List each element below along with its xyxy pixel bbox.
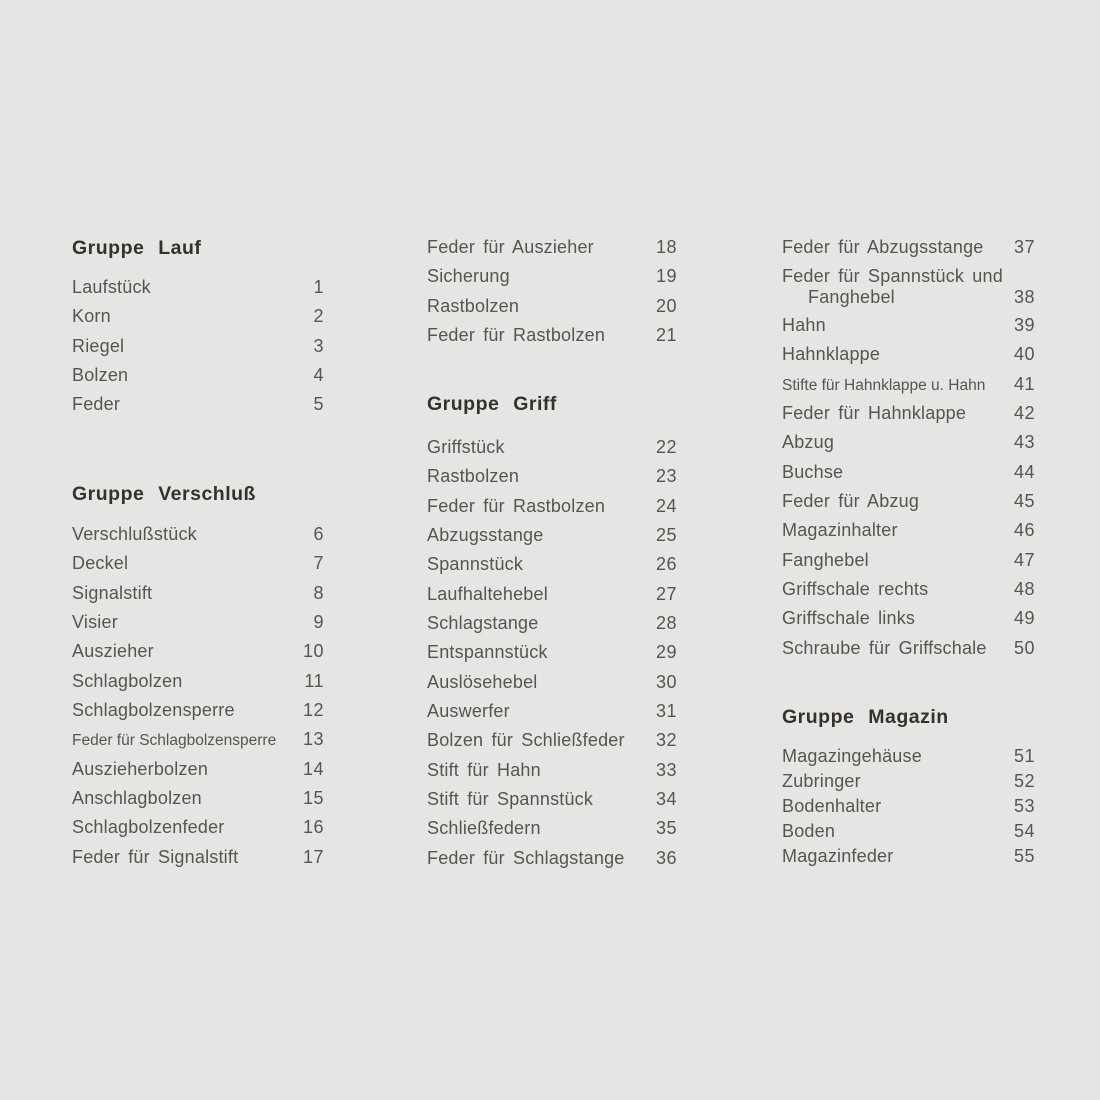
parts-row: [782, 638, 1035, 667]
part-number: 53: [1013, 796, 1035, 816]
part-label: Schließfedern: [427, 818, 541, 839]
parts-row: [782, 796, 1035, 821]
part-label: Fanghebel: [782, 549, 869, 570]
part-label: Abzug: [782, 432, 835, 453]
part-label: Feder für Rastbolzen: [427, 325, 606, 346]
part-label: Feder für Auszieher: [427, 237, 594, 257]
part-number: 49: [1013, 608, 1035, 629]
part-number: 54: [1013, 821, 1035, 841]
part-number: 39: [1013, 315, 1035, 335]
parts-row: [72, 612, 324, 641]
part-label: Bolzen für Schließfeder: [427, 730, 625, 751]
parts-row: [72, 817, 324, 846]
parts-row: [782, 579, 1035, 608]
parts-row: [72, 847, 324, 876]
part-label-line2: Fanghebel: [808, 286, 895, 307]
part-label: Schlagbolzensperre: [72, 700, 235, 721]
part-label: Riegel: [72, 335, 125, 356]
parts-row: [782, 287, 1035, 316]
parts-row: [782, 746, 1035, 771]
part-number: 17: [302, 846, 324, 867]
parts-row: [72, 700, 324, 729]
part-number: 41: [1013, 373, 1035, 394]
parts-row: [782, 771, 1035, 796]
part-number: 52: [1013, 771, 1035, 791]
parts-row: [72, 394, 324, 423]
parts-row: [427, 672, 677, 701]
parts-row: [72, 365, 324, 394]
parts-row: [72, 583, 324, 612]
parts-row: [427, 237, 677, 266]
part-label: Hahn: [782, 315, 826, 335]
parts-row: [427, 848, 677, 877]
parts-row: [72, 306, 324, 335]
parts-row: [782, 491, 1035, 520]
part-label: Auszieher: [72, 641, 154, 662]
parts-row: [72, 277, 324, 306]
part-label: Laufhaltehebel: [427, 583, 548, 604]
parts-row: [782, 374, 1035, 403]
parts-row: [427, 437, 677, 466]
part-number: 16: [302, 817, 324, 838]
parts-row: [72, 524, 324, 553]
group-magazin-items: [782, 746, 1035, 871]
part-number: 12: [302, 700, 324, 721]
part-label: Buchse: [782, 461, 844, 482]
part-number: 37: [1013, 237, 1035, 257]
part-label: Griffschale rechts: [782, 579, 929, 600]
parts-row: [782, 432, 1035, 461]
parts-row: [427, 818, 677, 847]
part-label-line1: Feder für Spannstück und: [782, 266, 1003, 287]
part-label: Magazingehäuse: [782, 746, 922, 766]
part-number: 22: [655, 437, 677, 457]
part-label: Anschlagbolzen: [72, 788, 202, 809]
group-verschluss-items-col2: [427, 237, 677, 354]
parts-row: [782, 550, 1035, 579]
group-verschluss-items-col1: [72, 524, 324, 876]
group-lauf-items: [72, 277, 324, 424]
parts-row: [427, 325, 677, 354]
part-number: 11: [304, 670, 324, 691]
part-number: 27: [655, 583, 677, 604]
part-number: 8: [313, 582, 324, 603]
part-label: Magazinhalter: [782, 520, 898, 541]
part-number: 23: [655, 466, 677, 487]
part-label: Schraube für Griffschale: [782, 637, 987, 658]
part-label: Schlagbolzenfeder: [72, 817, 225, 838]
part-label: Schlagbolzen: [72, 670, 183, 691]
part-number: 5: [313, 394, 324, 415]
group-heading-griff: Gruppe Griff: [427, 393, 557, 415]
parts-row: [427, 266, 677, 295]
parts-row: [782, 344, 1035, 373]
part-number: 6: [313, 524, 324, 544]
part-label: Feder: [72, 394, 121, 415]
part-label: Sicherung: [427, 266, 510, 287]
part-label: Schlagstange: [427, 613, 539, 634]
part-number: 43: [1013, 432, 1035, 453]
part-label: Magazinfeder: [782, 846, 894, 866]
part-label: Stift für Hahn: [427, 759, 541, 780]
part-number: 29: [655, 642, 677, 663]
part-number: 46: [1013, 520, 1035, 541]
group-griff-items-col3: [782, 315, 1035, 667]
part-number: 31: [655, 701, 677, 722]
part-number: 26: [655, 554, 677, 575]
part-label: Feder für Abzug: [782, 491, 920, 512]
part-label: Stifte für Hahnklappe u. Hahn: [782, 376, 986, 394]
part-number: 45: [1013, 491, 1035, 512]
part-number: 51: [1013, 746, 1035, 766]
parts-row: [427, 701, 677, 730]
parts-row: [782, 237, 1035, 266]
parts-row: [72, 553, 324, 582]
part-number: 24: [655, 495, 677, 516]
part-number: 50: [1013, 637, 1035, 658]
part-label: Griffstück: [427, 437, 505, 457]
parts-row: [427, 554, 677, 583]
part-label: Bolzen: [72, 365, 129, 386]
part-number: 15: [302, 788, 324, 809]
part-label: Feder für Schlagbolzensperre: [72, 732, 277, 750]
part-number: 33: [655, 759, 677, 780]
part-number: 28: [655, 613, 677, 634]
part-label: Entspannstück: [427, 642, 548, 663]
parts-row: [782, 608, 1035, 637]
part-label: Auswerfer: [427, 701, 510, 722]
parts-row: [427, 789, 677, 818]
part-label: Stift für Spannstück: [427, 789, 594, 810]
part-label: Signalstift: [72, 582, 153, 603]
part-number: 36: [655, 847, 677, 868]
part-label: Feder für Hahnklappe: [782, 403, 967, 424]
part-label: Feder für Schlagstange: [427, 847, 625, 868]
part-number: 25: [655, 525, 677, 546]
parts-row: [427, 466, 677, 495]
part-number: 13: [302, 729, 324, 750]
part-label: Visier: [72, 612, 118, 633]
part-number: 35: [655, 818, 677, 839]
parts-row: [72, 641, 324, 670]
parts-row: [427, 613, 677, 642]
parts-row: [427, 525, 677, 554]
part-number: 18: [655, 237, 677, 257]
parts-row: [782, 403, 1035, 432]
part-label: Rastbolzen: [427, 295, 520, 316]
parts-row: [782, 462, 1035, 491]
parts-row: [427, 496, 677, 525]
part-label: Korn: [72, 306, 111, 327]
part-number: 48: [1013, 579, 1035, 600]
part-number: 34: [655, 789, 677, 810]
part-number: 9: [313, 612, 324, 633]
parts-row: [782, 520, 1035, 549]
group-griff-items-col2: [427, 437, 677, 877]
part-label: Rastbolzen: [427, 466, 520, 487]
group-heading-verschluss: Gruppe Verschluß: [72, 483, 256, 505]
part-label: Verschlußstück: [72, 524, 197, 544]
part-label: Spannstück: [427, 554, 524, 575]
part-number: 2: [313, 306, 324, 327]
part-label: Bodenhalter: [782, 796, 882, 816]
parts-row: [782, 315, 1035, 344]
part-number: 42: [1013, 403, 1035, 424]
group-heading-lauf: Gruppe Lauf: [72, 237, 202, 259]
parts-row: [782, 821, 1035, 846]
part-number: 4: [313, 365, 324, 386]
part-label: Auszieherbolzen: [72, 758, 209, 779]
part-number: 19: [655, 266, 677, 287]
part-number: 7: [313, 553, 324, 574]
part-number: 1: [313, 277, 324, 297]
parts-row: [72, 759, 324, 788]
part-label: Abzugsstange: [427, 525, 544, 546]
part-number: 20: [655, 295, 677, 316]
part-label: Feder für Abzugsstange: [782, 237, 984, 257]
part-number: 14: [302, 758, 324, 779]
part-label: Feder für Signalstift: [72, 846, 239, 867]
part-label: Deckel: [72, 553, 129, 574]
part-label: Zubringer: [782, 771, 861, 791]
part-number: 3: [313, 335, 324, 356]
group-griff-items-col3-lead: [782, 237, 1035, 266]
parts-row: [427, 760, 677, 789]
part-number: 40: [1013, 344, 1035, 365]
part-number: 44: [1013, 461, 1035, 482]
part-number: 30: [655, 671, 677, 692]
parts-row: [72, 729, 324, 758]
part-label: Hahnklappe: [782, 344, 881, 365]
part-number: 55: [1013, 846, 1035, 866]
part-label: Laufstück: [72, 277, 151, 297]
parts-row: [427, 584, 677, 613]
part-label: Boden: [782, 821, 836, 841]
parts-row: [72, 671, 324, 700]
parts-row: [72, 788, 324, 817]
parts-row: [427, 642, 677, 671]
part-number: 32: [655, 730, 677, 751]
part-number: 10: [302, 641, 324, 662]
parts-row: [782, 846, 1035, 871]
part-label: Griffschale links: [782, 608, 916, 629]
part-label: Feder für Rastbolzen: [427, 495, 606, 516]
parts-row: [72, 336, 324, 365]
part-number: 38: [1013, 286, 1035, 307]
parts-row: [427, 730, 677, 759]
part-number: 47: [1013, 549, 1035, 570]
parts-row-two-line: [782, 266, 1035, 316]
part-label: Auslösehebel: [427, 671, 538, 692]
parts-row: [427, 296, 677, 325]
group-heading-magazin: Gruppe Magazin: [782, 706, 949, 728]
part-number: 21: [655, 325, 677, 346]
